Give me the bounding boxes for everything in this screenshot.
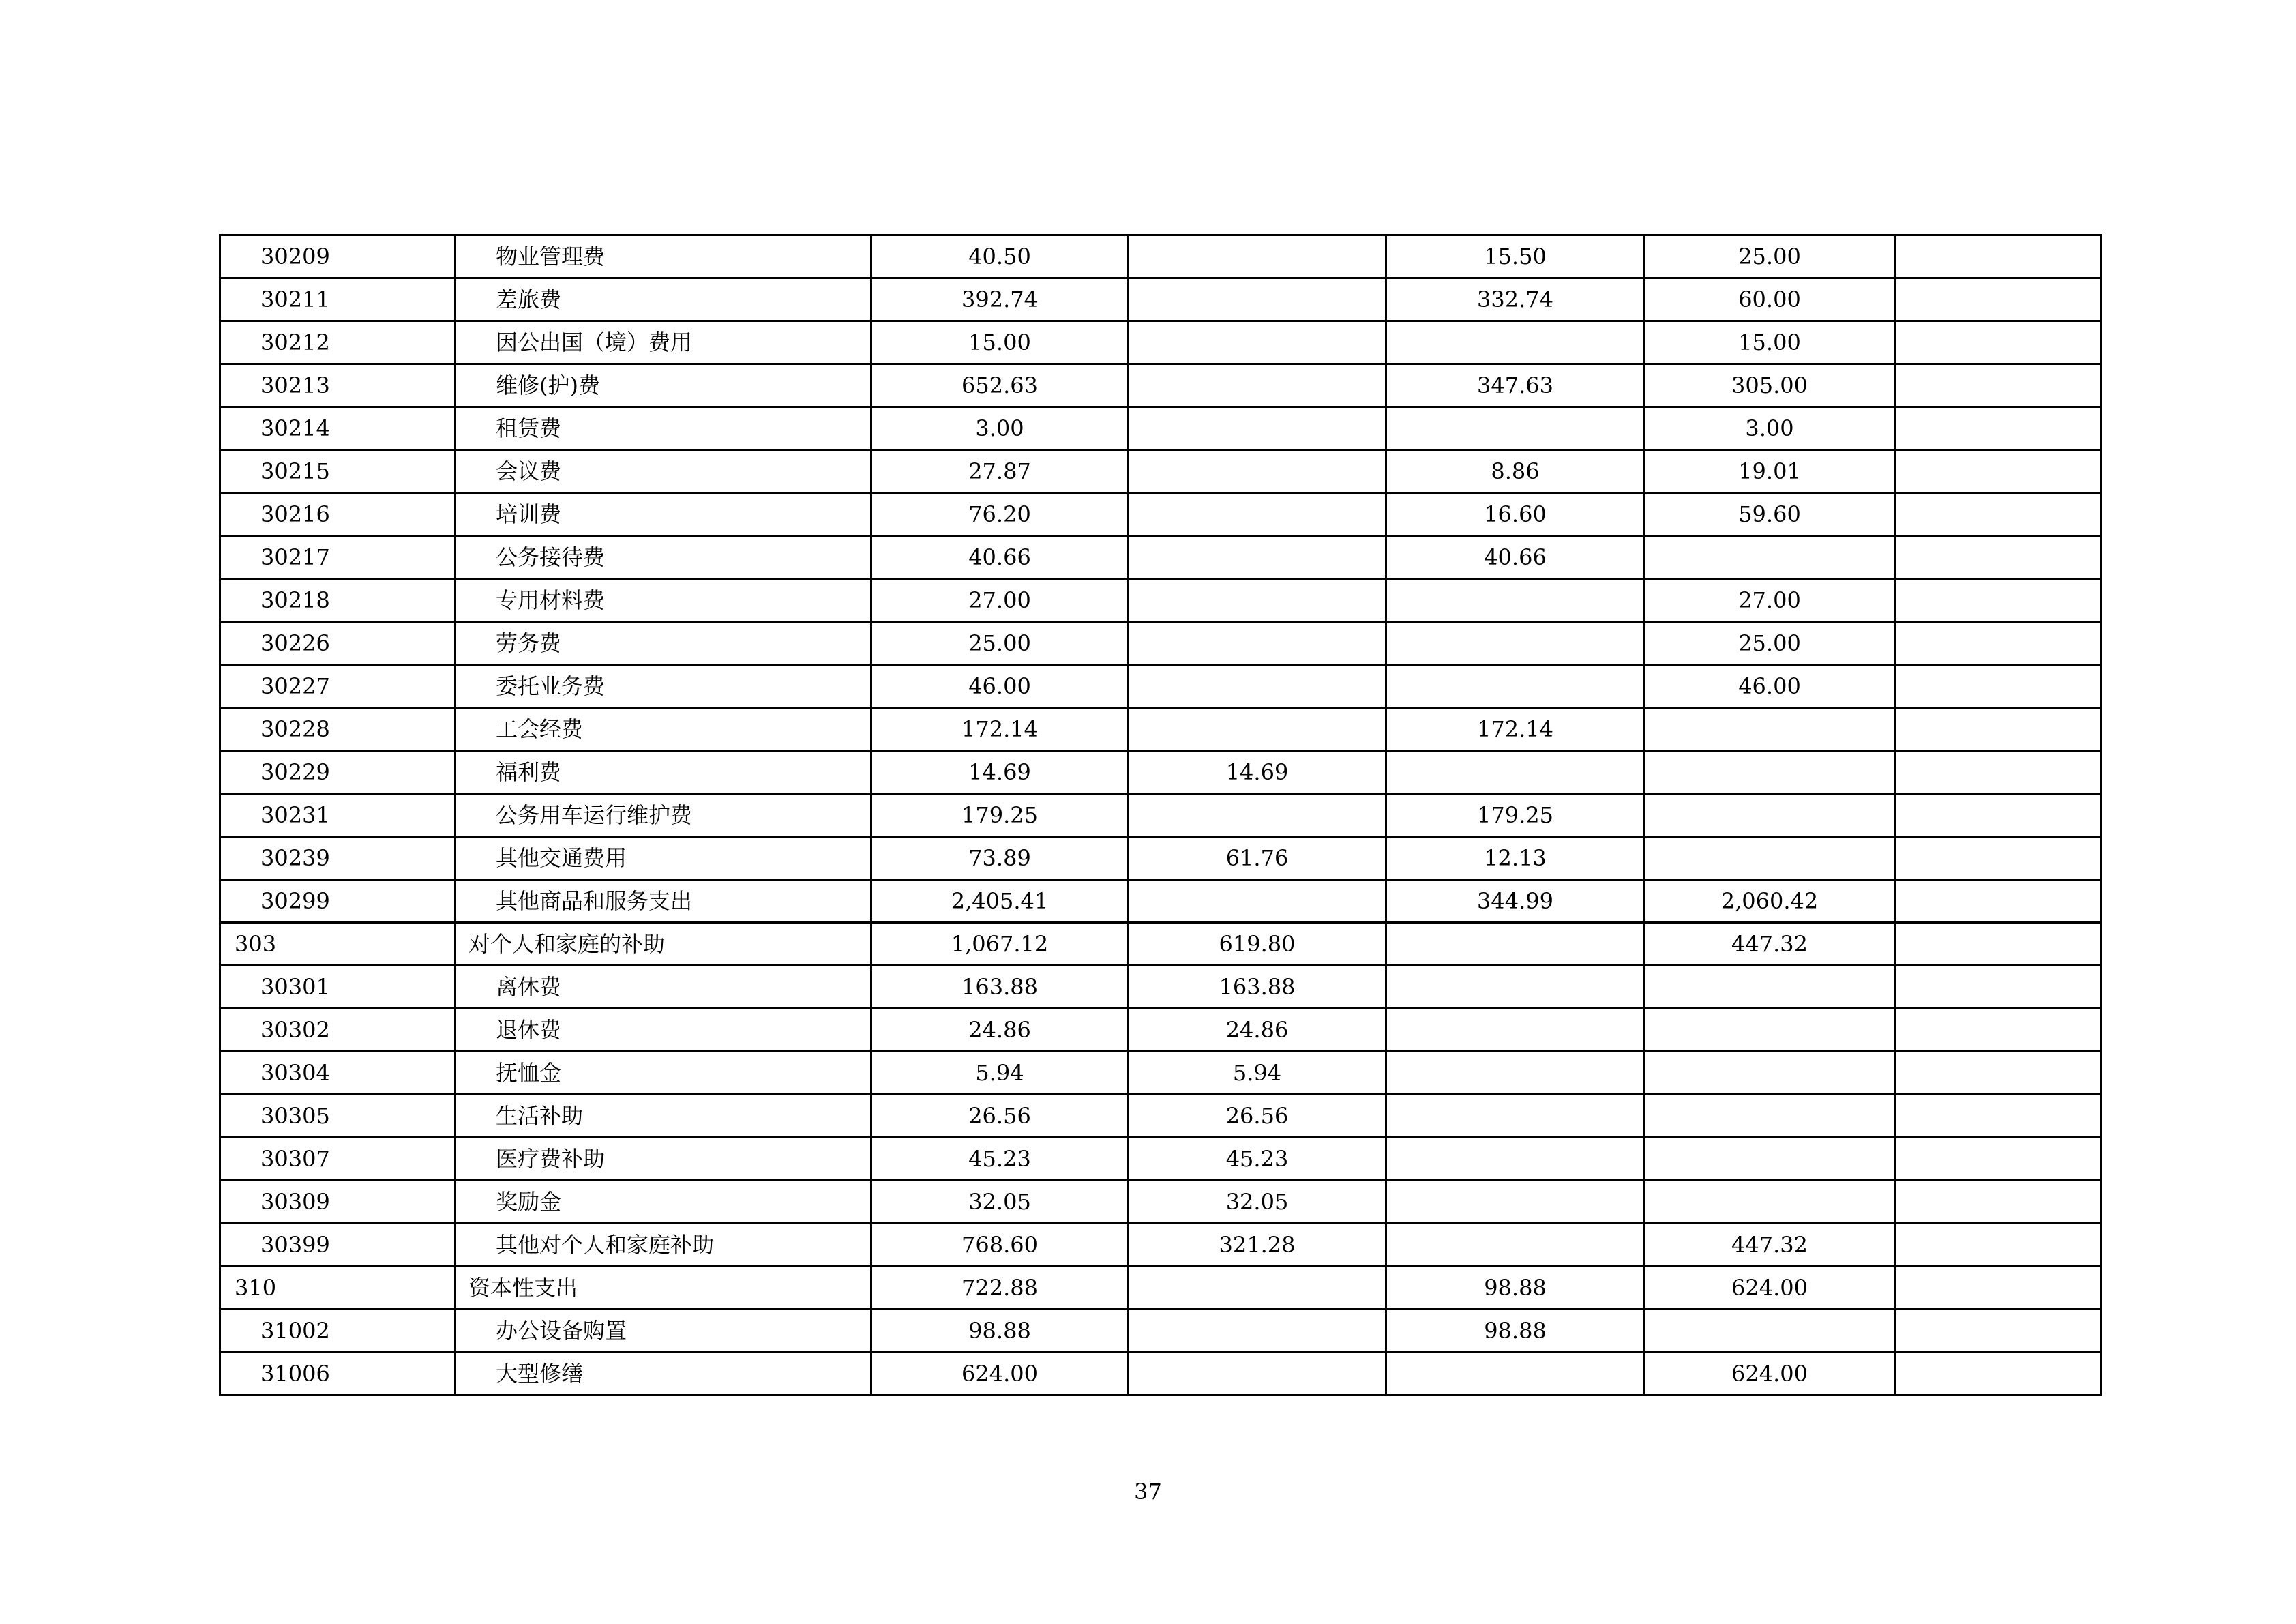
table-row	[220, 1009, 2102, 1052]
cell-item-name: 抚恤金	[456, 1052, 871, 1095]
cell-code: 30216	[220, 493, 456, 536]
cell-basic-personnel	[1129, 278, 1386, 321]
cell-basic-personnel	[1129, 794, 1386, 837]
table-row	[220, 235, 2102, 278]
table-row	[220, 579, 2102, 622]
cell-project: 25.00	[1645, 622, 1895, 665]
cell-basic-public: 98.88	[1386, 1267, 1645, 1310]
cell-project	[1645, 837, 1895, 880]
table-row	[220, 966, 2102, 1009]
cell-basic-public: 15.50	[1386, 235, 1645, 278]
cell-item-name: 办公设备购置	[456, 1310, 871, 1353]
cell-code: 30239	[220, 837, 456, 880]
cell-code: 30301	[220, 966, 456, 1009]
cell-other	[1895, 450, 2102, 493]
cell-basic-personnel	[1129, 665, 1386, 708]
cell-basic-personnel	[1129, 1267, 1386, 1310]
cell-item-name: 退休费	[456, 1009, 871, 1052]
cell-total: 2,405.41	[871, 880, 1129, 923]
cell-basic-public	[1386, 1353, 1645, 1396]
cell-basic-public	[1386, 966, 1645, 1009]
table-row	[220, 1138, 2102, 1181]
cell-project	[1645, 1009, 1895, 1052]
cell-other	[1895, 1181, 2102, 1224]
cell-project: 447.32	[1645, 923, 1895, 966]
cell-item-name: 公务接待费	[456, 536, 871, 579]
cell-total: 179.25	[871, 794, 1129, 837]
table-row	[220, 1052, 2102, 1095]
table-row	[220, 364, 2102, 407]
cell-code: 30228	[220, 708, 456, 751]
cell-item-name: 租赁费	[456, 407, 871, 450]
table-row	[220, 1353, 2102, 1396]
cell-code: 30226	[220, 622, 456, 665]
cell-other	[1895, 235, 2102, 278]
cell-basic-personnel: 45.23	[1129, 1138, 1386, 1181]
cell-total: 5.94	[871, 1052, 1129, 1095]
cell-project	[1645, 794, 1895, 837]
cell-item-name: 物业管理费	[456, 235, 871, 278]
cell-code: 30217	[220, 536, 456, 579]
cell-code: 30305	[220, 1095, 456, 1138]
cell-item-name: 公务用车运行维护费	[456, 794, 871, 837]
table-row	[220, 1224, 2102, 1267]
cell-basic-personnel	[1129, 321, 1386, 364]
table-row	[220, 837, 2102, 880]
cell-other	[1895, 364, 2102, 407]
cell-code: 30309	[220, 1181, 456, 1224]
cell-basic-public	[1386, 751, 1645, 794]
cell-project: 15.00	[1645, 321, 1895, 364]
cell-code: 30304	[220, 1052, 456, 1095]
table-row	[220, 794, 2102, 837]
cell-project	[1645, 1052, 1895, 1095]
table-row	[220, 751, 2102, 794]
cell-item-name: 离休费	[456, 966, 871, 1009]
table-row	[220, 622, 2102, 665]
cell-total: 40.66	[871, 536, 1129, 579]
cell-total: 14.69	[871, 751, 1129, 794]
cell-item-name: 医疗费补助	[456, 1138, 871, 1181]
cell-other	[1895, 1009, 2102, 1052]
cell-total: 40.50	[871, 235, 1129, 278]
cell-basic-personnel: 32.05	[1129, 1181, 1386, 1224]
cell-code: 310	[220, 1267, 456, 1310]
cell-project: 305.00	[1645, 364, 1895, 407]
cell-total: 27.87	[871, 450, 1129, 493]
cell-other	[1895, 880, 2102, 923]
cell-code: 30213	[220, 364, 456, 407]
cell-project: 624.00	[1645, 1353, 1895, 1396]
cell-item-name: 委托业务费	[456, 665, 871, 708]
table-row	[220, 923, 2102, 966]
cell-code: 30229	[220, 751, 456, 794]
cell-total: 32.05	[871, 1181, 1129, 1224]
cell-basic-public	[1386, 579, 1645, 622]
cell-item-name: 奖励金	[456, 1181, 871, 1224]
cell-project: 2,060.42	[1645, 880, 1895, 923]
cell-item-name: 福利费	[456, 751, 871, 794]
cell-basic-public	[1386, 923, 1645, 966]
cell-code: 303	[220, 923, 456, 966]
cell-code: 30231	[220, 794, 456, 837]
cell-project: 46.00	[1645, 665, 1895, 708]
cell-total: 27.00	[871, 579, 1129, 622]
cell-item-name: 因公出国（境）费用	[456, 321, 871, 364]
cell-project	[1645, 1138, 1895, 1181]
cell-other	[1895, 1224, 2102, 1267]
cell-basic-public: 344.99	[1386, 880, 1645, 923]
cell-basic-public: 347.63	[1386, 364, 1645, 407]
cell-total: 45.23	[871, 1138, 1129, 1181]
cell-code: 30209	[220, 235, 456, 278]
cell-code: 30211	[220, 278, 456, 321]
cell-other	[1895, 1052, 2102, 1095]
cell-basic-personnel	[1129, 235, 1386, 278]
cell-other	[1895, 1095, 2102, 1138]
cell-project	[1645, 966, 1895, 1009]
cell-basic-public	[1386, 1052, 1645, 1095]
cell-basic-public: 40.66	[1386, 536, 1645, 579]
cell-total: 24.86	[871, 1009, 1129, 1052]
table-row	[220, 708, 2102, 751]
cell-code: 30302	[220, 1009, 456, 1052]
cell-total: 73.89	[871, 837, 1129, 880]
cell-basic-public: 16.60	[1386, 493, 1645, 536]
cell-code: 30399	[220, 1224, 456, 1267]
cell-total: 3.00	[871, 407, 1129, 450]
table-row	[220, 493, 2102, 536]
cell-basic-personnel: 61.76	[1129, 837, 1386, 880]
cell-item-name: 差旅费	[456, 278, 871, 321]
cell-total: 392.74	[871, 278, 1129, 321]
table-row	[220, 665, 2102, 708]
cell-other	[1895, 278, 2102, 321]
cell-item-name: 培训费	[456, 493, 871, 536]
cell-basic-public: 12.13	[1386, 837, 1645, 880]
cell-total: 652.63	[871, 364, 1129, 407]
cell-item-name: 劳务费	[456, 622, 871, 665]
cell-code: 30299	[220, 880, 456, 923]
cell-project: 447.32	[1645, 1224, 1895, 1267]
cell-other	[1895, 321, 2102, 364]
cell-total: 172.14	[871, 708, 1129, 751]
cell-basic-personnel: 26.56	[1129, 1095, 1386, 1138]
cell-other	[1895, 966, 2102, 1009]
cell-item-name: 专用材料费	[456, 579, 871, 622]
cell-item-name: 对个人和家庭的补助	[456, 923, 871, 966]
cell-item-name: 资本性支出	[456, 1267, 871, 1310]
cell-basic-personnel	[1129, 880, 1386, 923]
cell-basic-personnel	[1129, 579, 1386, 622]
cell-code: 30215	[220, 450, 456, 493]
cell-basic-personnel: 619.80	[1129, 923, 1386, 966]
cell-code: 30218	[220, 579, 456, 622]
cell-basic-public	[1386, 1224, 1645, 1267]
cell-basic-personnel: 5.94	[1129, 1052, 1386, 1095]
cell-project	[1645, 536, 1895, 579]
cell-project: 27.00	[1645, 579, 1895, 622]
cell-item-name: 大型修缮	[456, 1353, 871, 1396]
cell-other	[1895, 751, 2102, 794]
cell-total: 722.88	[871, 1267, 1129, 1310]
table-row	[220, 1095, 2102, 1138]
cell-other	[1895, 708, 2102, 751]
cell-project	[1645, 708, 1895, 751]
cell-project: 60.00	[1645, 278, 1895, 321]
cell-basic-public: 8.86	[1386, 450, 1645, 493]
cell-basic-personnel	[1129, 622, 1386, 665]
cell-other	[1895, 794, 2102, 837]
cell-other	[1895, 579, 2102, 622]
cell-basic-public	[1386, 622, 1645, 665]
cell-total: 768.60	[871, 1224, 1129, 1267]
table-row	[220, 278, 2102, 321]
table-row	[220, 1181, 2102, 1224]
cell-basic-personnel	[1129, 536, 1386, 579]
cell-item-name: 其他对个人和家庭补助	[456, 1224, 871, 1267]
cell-basic-public	[1386, 321, 1645, 364]
expenditure-table-body	[220, 235, 2102, 1396]
cell-project: 59.60	[1645, 493, 1895, 536]
cell-code: 30212	[220, 321, 456, 364]
cell-basic-personnel: 14.69	[1129, 751, 1386, 794]
cell-other	[1895, 837, 2102, 880]
cell-project: 19.01	[1645, 450, 1895, 493]
cell-total: 26.56	[871, 1095, 1129, 1138]
cell-total: 46.00	[871, 665, 1129, 708]
cell-basic-public	[1386, 1095, 1645, 1138]
cell-project	[1645, 1310, 1895, 1353]
cell-item-name: 其他商品和服务支出	[456, 880, 871, 923]
cell-total: 98.88	[871, 1310, 1129, 1353]
cell-basic-personnel	[1129, 1310, 1386, 1353]
cell-item-name: 其他交通费用	[456, 837, 871, 880]
page-number: 37	[1134, 1479, 1162, 1505]
cell-other	[1895, 1310, 2102, 1353]
cell-total: 1,067.12	[871, 923, 1129, 966]
cell-item-name: 维修(护)费	[456, 364, 871, 407]
cell-project	[1645, 1181, 1895, 1224]
cell-other	[1895, 407, 2102, 450]
cell-basic-public	[1386, 665, 1645, 708]
table-row	[220, 1310, 2102, 1353]
cell-total: 15.00	[871, 321, 1129, 364]
cell-basic-personnel	[1129, 493, 1386, 536]
cell-other	[1895, 493, 2102, 536]
cell-total: 624.00	[871, 1353, 1129, 1396]
cell-project	[1645, 1095, 1895, 1138]
table-row	[220, 407, 2102, 450]
cell-basic-personnel	[1129, 708, 1386, 751]
cell-project: 3.00	[1645, 407, 1895, 450]
cell-item-name: 工会经费	[456, 708, 871, 751]
table-row	[220, 1267, 2102, 1310]
budget-table-container	[219, 234, 2100, 1396]
cell-basic-public	[1386, 407, 1645, 450]
cell-basic-personnel	[1129, 450, 1386, 493]
cell-code: 31002	[220, 1310, 456, 1353]
cell-basic-personnel: 163.88	[1129, 966, 1386, 1009]
table-row	[220, 880, 2102, 923]
cell-total: 76.20	[871, 493, 1129, 536]
cell-basic-personnel	[1129, 407, 1386, 450]
cell-other	[1895, 923, 2102, 966]
cell-project: 624.00	[1645, 1267, 1895, 1310]
cell-basic-public	[1386, 1181, 1645, 1224]
cell-basic-personnel	[1129, 364, 1386, 407]
cell-other	[1895, 665, 2102, 708]
cell-basic-personnel	[1129, 1353, 1386, 1396]
cell-code: 31006	[220, 1353, 456, 1396]
cell-basic-public	[1386, 1138, 1645, 1181]
cell-basic-personnel: 321.28	[1129, 1224, 1386, 1267]
cell-basic-public: 332.74	[1386, 278, 1645, 321]
cell-other	[1895, 1138, 2102, 1181]
cell-other	[1895, 1353, 2102, 1396]
cell-other	[1895, 1267, 2102, 1310]
cell-basic-public	[1386, 1009, 1645, 1052]
cell-item-name: 生活补助	[456, 1095, 871, 1138]
table-row	[220, 536, 2102, 579]
cell-basic-public: 98.88	[1386, 1310, 1645, 1353]
cell-basic-public: 172.14	[1386, 708, 1645, 751]
cell-item-name: 会议费	[456, 450, 871, 493]
cell-basic-personnel: 24.86	[1129, 1009, 1386, 1052]
cell-other	[1895, 622, 2102, 665]
cell-project	[1645, 751, 1895, 794]
cell-code: 30227	[220, 665, 456, 708]
table-row	[220, 321, 2102, 364]
cell-total: 25.00	[871, 622, 1129, 665]
expenditure-table	[219, 234, 2102, 1396]
cell-basic-public: 179.25	[1386, 794, 1645, 837]
cell-project: 25.00	[1645, 235, 1895, 278]
cell-other	[1895, 536, 2102, 579]
cell-code: 30214	[220, 407, 456, 450]
table-row	[220, 450, 2102, 493]
cell-total: 163.88	[871, 966, 1129, 1009]
cell-code: 30307	[220, 1138, 456, 1181]
